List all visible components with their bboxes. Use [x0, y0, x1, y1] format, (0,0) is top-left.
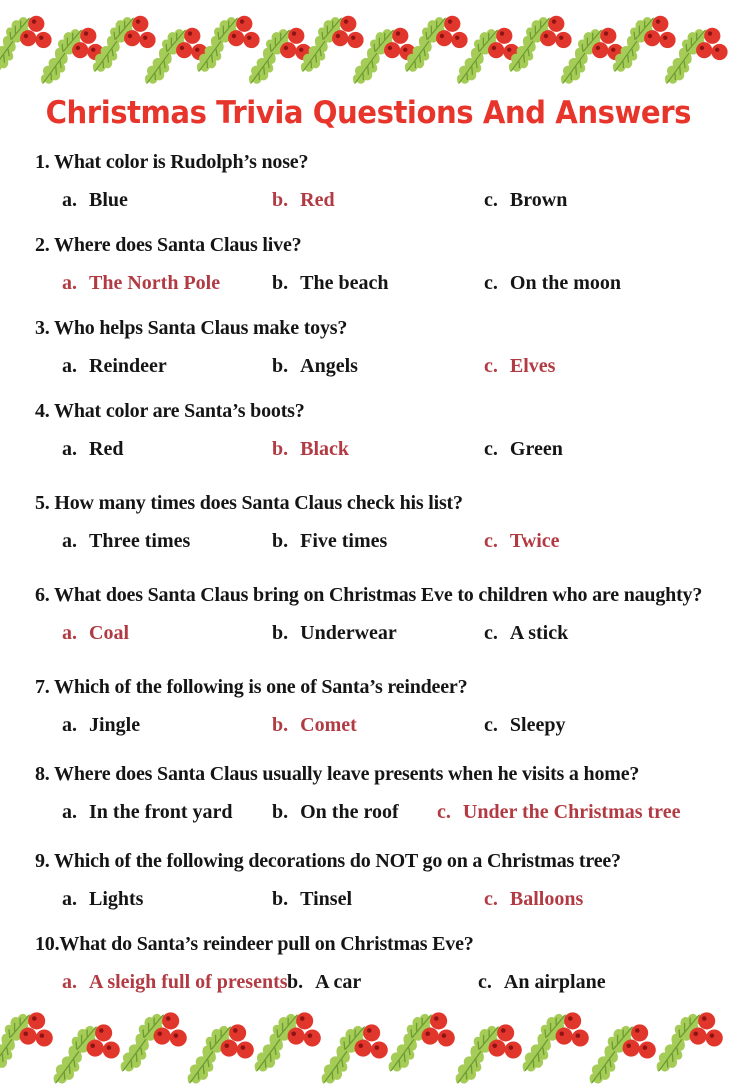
option-label: Twice	[509, 530, 560, 552]
option-letter: c.	[437, 801, 451, 823]
option-letter: b.	[272, 530, 289, 552]
option-b	[272, 713, 357, 737]
question-text: 1. What color is Rudolph’s nose?	[35, 151, 309, 173]
question-block-7	[35, 675, 725, 737]
option-b	[272, 354, 358, 378]
option-letter: a.	[62, 971, 77, 993]
option-label: Red	[300, 189, 335, 211]
option-a	[62, 354, 167, 378]
option-label: Five times	[300, 530, 388, 552]
option-label: An airplane	[503, 971, 606, 993]
question-block-3	[35, 316, 725, 378]
option-c	[484, 188, 567, 212]
option-c	[484, 529, 560, 553]
option-label: On the roof	[300, 801, 399, 823]
option-label: Lights	[89, 888, 144, 910]
question-text: 3. Who helps Santa Claus make toys?	[35, 317, 348, 339]
option-label: Reindeer	[89, 355, 167, 377]
option-letter: b.	[272, 189, 289, 211]
options-row	[35, 188, 725, 212]
option-letter: c.	[478, 971, 492, 993]
question-block-9	[35, 849, 725, 911]
page-title-text: Christmas Trivia Questions And Answers	[45, 95, 691, 131]
options-row	[35, 970, 725, 994]
question-block-10	[35, 932, 725, 994]
option-letter: c.	[484, 189, 498, 211]
option-label: Green	[509, 438, 563, 460]
options-row	[35, 713, 725, 737]
option-letter: c.	[484, 530, 498, 552]
option-letter: b.	[272, 438, 289, 460]
question-text: 6. What does Santa Claus bring on Christmas Eve to children who are naughty?	[35, 584, 703, 606]
option-a	[62, 713, 140, 737]
option-letter: a.	[62, 622, 77, 644]
option-c	[484, 621, 568, 645]
question-block-5	[35, 491, 725, 553]
option-label: A sleigh full of presents	[89, 971, 288, 993]
option-letter: c.	[484, 438, 498, 460]
bottom-holly-border-icon	[0, 1000, 736, 1089]
option-letter: a.	[62, 888, 77, 910]
question-text: 2. Where does Santa Claus live?	[35, 234, 302, 256]
option-c	[484, 437, 563, 461]
option-letter: a.	[62, 438, 77, 460]
option-label: Angels	[300, 355, 358, 377]
option-label: A car	[315, 971, 362, 993]
option-label: The North Pole	[89, 272, 221, 294]
page-title	[0, 90, 736, 136]
option-label: Brown	[509, 189, 568, 211]
options-row	[35, 437, 725, 461]
option-label: A stick	[509, 622, 569, 644]
top-holly-border-icon	[0, 4, 736, 94]
question-block-4	[35, 399, 725, 461]
option-a	[62, 529, 190, 553]
option-label: The beach	[300, 272, 389, 294]
option-label: Jingle	[89, 714, 141, 736]
question-text: 4. What color are Santa’s boots?	[35, 400, 305, 422]
option-b	[272, 188, 335, 212]
option-letter: b.	[272, 801, 289, 823]
option-label: Sleepy	[509, 714, 566, 736]
options-row	[35, 887, 725, 911]
question-block-1	[35, 150, 725, 212]
option-label: Balloons	[509, 888, 584, 910]
option-letter: a.	[62, 355, 77, 377]
option-letter: a.	[62, 189, 77, 211]
option-letter: b.	[272, 622, 289, 644]
option-letter: a.	[62, 272, 77, 294]
option-b	[287, 970, 361, 994]
option-c	[484, 354, 555, 378]
question-text: 9. Which of the following decorations do NOT go on a Christmas tree?	[35, 850, 621, 872]
option-letter: c.	[484, 622, 498, 644]
option-label: Elves	[509, 355, 556, 377]
option-b	[272, 529, 387, 553]
option-letter: b.	[272, 888, 289, 910]
option-a	[62, 188, 128, 212]
question-block-6	[35, 583, 725, 645]
option-label: Underwear	[300, 622, 397, 644]
option-label: Coal	[89, 622, 129, 644]
option-c	[484, 271, 621, 295]
option-letter: a.	[62, 530, 77, 552]
option-a	[62, 887, 143, 911]
option-c	[437, 800, 680, 824]
option-letter: a.	[62, 714, 77, 736]
option-a	[62, 437, 123, 461]
options-row	[35, 271, 725, 295]
question-text: 10.What do Santa’s reindeer pull on Christmas Eve?	[35, 933, 474, 955]
option-a	[62, 800, 233, 824]
option-a	[62, 621, 129, 645]
option-letter: b.	[272, 355, 289, 377]
option-letter: c.	[484, 714, 498, 736]
option-letter: b.	[287, 971, 304, 993]
option-a	[62, 271, 220, 295]
question-block-8	[35, 762, 725, 824]
option-label: Comet	[300, 714, 357, 736]
option-b	[272, 437, 349, 461]
option-label: Tinsel	[300, 888, 352, 910]
option-letter: c.	[484, 272, 498, 294]
option-label: Blue	[89, 189, 128, 211]
options-row	[35, 354, 725, 378]
options-row	[35, 621, 725, 645]
option-b	[272, 800, 399, 824]
option-label: Red	[89, 438, 124, 460]
option-b	[272, 887, 352, 911]
option-b	[272, 271, 388, 295]
option-label: Three times	[89, 530, 191, 552]
option-a	[62, 970, 288, 994]
question-text: 8. Where does Santa Claus usually leave presents when he visits a home?	[35, 763, 640, 785]
option-label: Black	[300, 438, 350, 460]
option-c	[478, 970, 606, 994]
option-letter: c.	[484, 355, 498, 377]
option-letter: a.	[62, 801, 77, 823]
option-label: Under the Christmas tree	[462, 801, 681, 823]
question-text: 5. How many times does Santa Claus check his list?	[35, 492, 463, 514]
quiz-content	[35, 150, 725, 1015]
options-row	[35, 800, 725, 824]
option-letter: c.	[484, 888, 498, 910]
option-label: On the moon	[509, 272, 622, 294]
option-c	[484, 887, 583, 911]
option-letter: b.	[272, 272, 289, 294]
question-block-2	[35, 233, 725, 295]
option-letter: b.	[272, 714, 289, 736]
options-row	[35, 529, 725, 553]
option-label: In the front yard	[89, 801, 233, 823]
question-text: 7. Which of the following is one of Santa’s reindeer?	[35, 676, 468, 698]
option-c	[484, 713, 565, 737]
option-b	[272, 621, 397, 645]
